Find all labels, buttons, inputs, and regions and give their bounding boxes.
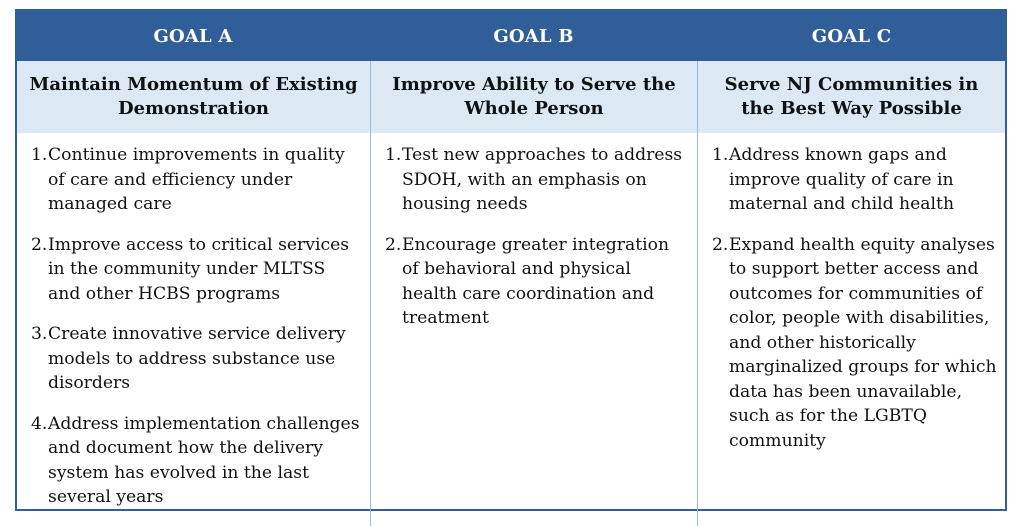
item-number: 4. [31,413,48,434]
list-item [712,143,997,217]
goal-b-list [385,143,689,331]
item-text: Expand health equity analyses to support better access and outcomes for communities of color, people with disabilities, and other historically marginalized groups for which data has been unavailable, such as for the LGBTQ community [729,234,997,451]
list-item [31,233,362,307]
item-number: 2. [712,234,729,255]
item-text: Create innovative service delivery models to address substance use disorders [48,324,346,393]
item-number: 1. [385,145,402,165]
item-text: Test new approaches to address SDOH, with an emphasis on housing needs [402,145,683,214]
item-text: Encourage greater integration of behavioral and physical health care coordination and treatment [402,234,670,328]
goal-c-subtitle: Serve NJ Communities in the Best Way Possible [698,61,1005,133]
item-text: Improve access to critical services in the community under MLTSS and other HCBS programs [48,234,350,304]
item-number: 1. [31,145,48,165]
list-item [385,143,689,217]
goal-b-header: GOAL B [371,11,698,61]
list-item [31,143,362,217]
item-number: 1. [712,145,729,165]
item-number: 3. [31,324,48,344]
list-item [712,233,997,454]
item-number: 2. [31,234,48,255]
goals-table [15,9,1007,511]
item-number: 2. [385,234,402,255]
item-text: Address implementation challenges and document how the delivery system has evolved in the last several years [48,413,360,507]
list-item [31,322,362,396]
goal-b-subtitle: Improve Ability to Serve the Whole Person [371,61,698,133]
goal-b-body [371,133,698,526]
item-text: Address known gaps and improve quality of care in maternal and child health [729,145,955,214]
goal-a-list [31,143,362,510]
goal-a-header: GOAL A [17,11,371,61]
goal-c-body [698,133,1005,526]
goal-a-subtitle: Maintain Momentum of Existing Demonstration [17,61,371,133]
goal-a-body [17,133,371,526]
list-item [31,412,362,510]
goal-c-list [712,143,997,453]
list-item [385,233,689,331]
goal-c-header: GOAL C [698,11,1005,61]
item-text: Continue improvements in quality of care and efficiency under managed care [48,145,345,214]
